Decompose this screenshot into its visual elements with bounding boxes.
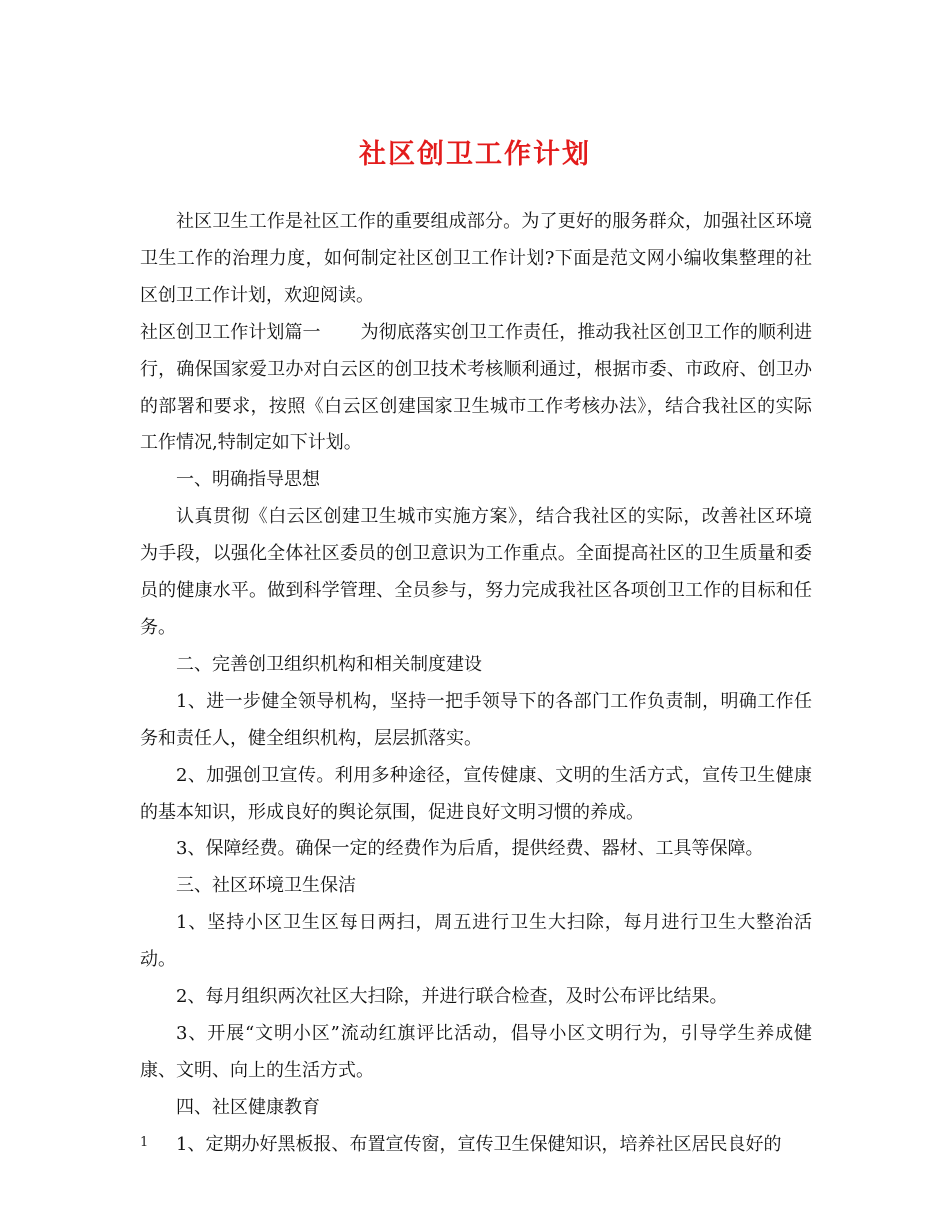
heading-health-education: 四、社区健康教育 — [176, 1096, 320, 1118]
heading-organization: 二、完善创卫组织机构和相关制度建设 — [176, 653, 482, 675]
section-intro: 为彻底落实创卫工作责任，推动我社区创卫工作的顺利进行，确保国家爱卫办对白云区的创卫技术考核顺利通过，根据市委、市政府、创卫办的部署和要求，按照《白云区创建国家卫生城市工作考核办法》，结合我社区的实际工作情况,特制定如下计划。 — [140, 321, 813, 454]
section-label: 社区创卫工作计划篇一 — [140, 321, 321, 343]
intro-paragraph: 社区卫生工作是社区工作的重要组成部分。为了更好的服务群众，加强社区环境卫生工作的治理力度，如何制定社区创卫工作计划?下面是范文网小编收集整理的社区创卫工作计划，欢迎阅读。 — [140, 211, 812, 306]
body-paragraph: 2、加强创卫宣传。利用多种途径，宣传健康、文明的生活方式，宣传卫生健康的基本知识，形成良好的舆论氛围，促进良好文明习惯的养成。 — [140, 764, 812, 823]
heading-guiding-thought: 一、明确指导思想 — [176, 469, 320, 491]
body-paragraph: 2、每月组织两次社区大扫除，并进行联合检查，及时公布评比结果。 — [176, 986, 728, 1008]
body-paragraph: 1、定期办好黑板报、布置宣传窗，宣传卫生保健知识，培养社区居民良好的 — [176, 1133, 782, 1155]
body-paragraph: 1、进一步健全领导机构，坚持一把手领导下的各部门工作负责制，明确工作任务和责任人，健全组织机构，层层抓落实。 — [140, 690, 812, 749]
body-paragraph: 认真贯彻《白云区创建卫生城市实施方案》，结合我社区的实际，改善社区环境为手段，以强化全体社区委员的创卫意识为工作重点。全面提高社区的卫生质量和委员的健康水平。做到科学管理、全员参与，努力完成我社区各项创卫工作的目标和任务。 — [140, 506, 812, 638]
document-title: 社区创卫工作计划 — [359, 139, 591, 170]
body-paragraph: 3、开展“文明小区”流动红旗评比活动，倡导小区文明行为，引导学生养成健康、文明、向上的生活方式。 — [140, 1022, 812, 1081]
body-paragraph: 3、保障经费。确保一定的经费作为后盾，提供经费、器材、工具等保障。 — [176, 838, 764, 860]
heading-environment: 三、社区环境卫生保洁 — [176, 875, 356, 897]
document-body — [140, 204, 812, 1164]
section-paragraph — [140, 315, 812, 463]
body-paragraph: 1、坚持小区卫生区每日两扫，周五进行卫生大扫除，每月进行卫生大整治活动。 — [140, 912, 812, 971]
page-number: 1 — [140, 1135, 149, 1150]
